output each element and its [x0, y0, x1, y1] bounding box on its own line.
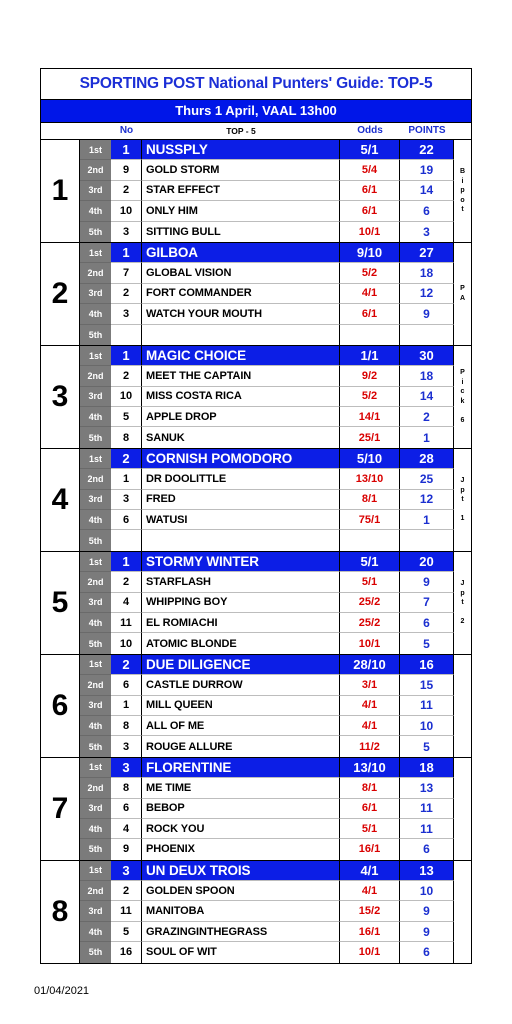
horse-points: 5 [400, 633, 454, 653]
horse-name: GILBOA [142, 243, 340, 263]
header-top5: TOP - 5 [226, 126, 256, 136]
finish-position: 5th [80, 222, 111, 242]
horse-number: 9 [111, 839, 142, 859]
horse-points: 9 [400, 304, 454, 324]
bet-type-letter: 6 [460, 416, 465, 424]
header-no: No [119, 125, 134, 136]
horse-number: 11 [111, 901, 142, 921]
finish-position: 1st [80, 346, 111, 366]
bet-type-letter: i [461, 177, 464, 185]
horse-number: 10 [111, 387, 142, 407]
horse-number: 6 [111, 510, 142, 530]
bet-type-letter: J [460, 477, 465, 485]
race-block [41, 243, 471, 346]
horse-points: 1 [400, 510, 454, 530]
horse-name: GOLD STORM [142, 160, 340, 180]
race-block [41, 861, 471, 963]
horse-points: 9 [400, 922, 454, 942]
horse-number: 4 [111, 819, 142, 839]
horse-number: 16 [111, 942, 142, 962]
horse-name: EL ROMIACHI [142, 613, 340, 633]
bet-type-letter: 2 [460, 618, 465, 626]
finish-position: 1st [80, 552, 111, 572]
finish-position: 3rd [80, 181, 111, 201]
horse-points: 3 [400, 222, 454, 242]
horse-number: 6 [111, 799, 142, 819]
bet-type-label [454, 758, 471, 860]
horse-name: MEET THE CAPTAIN [142, 366, 340, 386]
horse-number: 3 [111, 304, 142, 324]
horse-name: GOLDEN SPOON [142, 881, 340, 901]
horse-points: 11 [400, 819, 454, 839]
races-container [41, 140, 471, 963]
horse-number: 1 [111, 140, 142, 160]
bet-type-label [454, 449, 471, 551]
race-number: 1 [41, 140, 80, 242]
bet-type-label [454, 243, 471, 345]
horse-odds: 5/1 [340, 819, 400, 839]
horse-name: STAR EFFECT [142, 181, 340, 201]
horse-odds: 5/10 [340, 449, 400, 469]
race-block [41, 346, 471, 449]
horse-odds: 13/10 [340, 758, 400, 778]
horse-number: 1 [111, 696, 142, 716]
horse-odds: 1/1 [340, 346, 400, 366]
finish-position: 5th [80, 633, 111, 653]
horse-number: 8 [111, 778, 142, 798]
finish-position: 3rd [80, 901, 111, 921]
horse-name: SOUL OF WIT [142, 942, 340, 962]
horse-points: 10 [400, 716, 454, 736]
horse-odds: 75/1 [340, 510, 400, 530]
horse-odds: 11/2 [340, 736, 400, 756]
finish-position: 3rd [80, 696, 111, 716]
horse-odds: 4/1 [340, 716, 400, 736]
horse-points: 27 [400, 243, 454, 263]
horse-name: STORMY WINTER [142, 552, 340, 572]
horse-number: 9 [111, 160, 142, 180]
horse-odds: 6/1 [340, 181, 400, 201]
horse-number: 1 [111, 346, 142, 366]
finish-position: 5th [80, 427, 111, 447]
horse-number [111, 530, 142, 550]
horse-number: 2 [111, 449, 142, 469]
horse-number: 2 [111, 572, 142, 592]
horse-odds: 28/10 [340, 655, 400, 675]
horse-odds: 14/1 [340, 407, 400, 427]
horse-odds: 5/2 [340, 387, 400, 407]
horse-number: 3 [111, 222, 142, 242]
horse-points: 9 [400, 572, 454, 592]
horse-name: ROUGE ALLURE [142, 736, 340, 756]
horse-points: 2 [400, 407, 454, 427]
punters-guide-sheet [40, 68, 472, 964]
horse-odds: 5/4 [340, 160, 400, 180]
finish-position: 3rd [80, 284, 111, 304]
horse-name: PHOENIX [142, 839, 340, 859]
bet-type-letter: p [460, 486, 465, 494]
horse-odds: 3/1 [340, 675, 400, 695]
bet-type-letter: k [460, 397, 465, 405]
bet-type-letter: t [461, 206, 464, 214]
finish-position: 4th [80, 922, 111, 942]
finish-position: 2nd [80, 366, 111, 386]
horse-points: 18 [400, 366, 454, 386]
race-number: 4 [41, 449, 80, 551]
horse-odds [340, 530, 400, 550]
finish-position: 5th [80, 530, 111, 550]
column-header-row [41, 123, 471, 140]
race-block [41, 655, 471, 758]
horse-odds: 6/1 [340, 799, 400, 819]
horse-name: SITTING BULL [142, 222, 340, 242]
horse-odds: 4/1 [340, 881, 400, 901]
horse-name: WATCH YOUR MOUTH [142, 304, 340, 324]
horse-points: 13 [400, 778, 454, 798]
horse-number: 3 [111, 490, 142, 510]
horse-points: 19 [400, 160, 454, 180]
footer-date: 01/04/2021 [34, 985, 90, 997]
horse-number: 6 [111, 675, 142, 695]
horse-points: 13 [400, 861, 454, 881]
bet-type-label [454, 346, 471, 448]
horse-name [142, 530, 340, 550]
finish-position: 5th [80, 942, 111, 962]
race-number: 2 [41, 243, 80, 345]
horse-number: 10 [111, 633, 142, 653]
horse-odds: 4/1 [340, 696, 400, 716]
finish-position: 3rd [80, 387, 111, 407]
horse-name: APPLE DROP [142, 407, 340, 427]
finish-position: 1st [80, 243, 111, 263]
horse-odds: 10/1 [340, 942, 400, 962]
race-number: 7 [41, 758, 80, 860]
horse-points: 18 [400, 758, 454, 778]
horse-name: STARFLASH [142, 572, 340, 592]
horse-number: 5 [111, 407, 142, 427]
finish-position: 1st [80, 758, 111, 778]
horse-points [400, 530, 454, 550]
horse-name: MILL QUEEN [142, 696, 340, 716]
horse-odds: 16/1 [340, 922, 400, 942]
horse-name: ALL OF ME [142, 716, 340, 736]
race-block [41, 758, 471, 861]
horse-points: 1 [400, 427, 454, 447]
finish-position: 2nd [80, 675, 111, 695]
horse-number: 5 [111, 922, 142, 942]
finish-position: 4th [80, 407, 111, 427]
horse-number: 10 [111, 201, 142, 221]
horse-points: 6 [400, 201, 454, 221]
bet-type-label [454, 552, 471, 654]
horse-name: DR DOOLITTLE [142, 469, 340, 489]
horse-odds: 4/1 [340, 861, 400, 881]
bet-type-letter: t [461, 599, 464, 607]
horse-points: 6 [400, 839, 454, 859]
bet-type-letter: P [460, 285, 465, 293]
bet-type-letter: p [460, 187, 465, 195]
horse-points: 14 [400, 387, 454, 407]
bet-type-letter: P [460, 369, 465, 377]
race-block [41, 140, 471, 243]
bet-type-letter: B [459, 168, 466, 176]
meeting-subtitle: Thurs 1 April, VAAL 13h00 [41, 100, 471, 123]
header-points: POINTS [408, 125, 446, 136]
bet-type-letter: J [460, 580, 465, 588]
horse-number: 4 [111, 593, 142, 613]
horse-name: FLORENTINE [142, 758, 340, 778]
horse-number: 8 [111, 716, 142, 736]
horse-name: WHIPPING BOY [142, 593, 340, 613]
horse-name: CORNISH POMODORO [142, 449, 340, 469]
horse-points: 6 [400, 613, 454, 633]
horse-odds: 5/1 [340, 572, 400, 592]
horse-points: 16 [400, 655, 454, 675]
horse-odds: 5/1 [340, 552, 400, 572]
race-block [41, 449, 471, 552]
horse-odds: 13/10 [340, 469, 400, 489]
horse-points: 15 [400, 675, 454, 695]
horse-number: 2 [111, 881, 142, 901]
race-block [41, 552, 471, 655]
horse-name: ROCK YOU [142, 819, 340, 839]
horse-name: DUE DILIGENCE [142, 655, 340, 675]
horse-number: 1 [111, 469, 142, 489]
finish-position: 4th [80, 613, 111, 633]
horse-number [111, 325, 142, 345]
finish-position: 3rd [80, 593, 111, 613]
finish-position: 3rd [80, 799, 111, 819]
horse-name: ONLY HIM [142, 201, 340, 221]
horse-number: 8 [111, 427, 142, 447]
header-odds: Odds [357, 125, 383, 136]
horse-odds: 6/1 [340, 201, 400, 221]
bet-type-letter: A [459, 294, 466, 302]
horse-name: CASTLE DURROW [142, 675, 340, 695]
horse-number: 11 [111, 613, 142, 633]
finish-position: 2nd [80, 572, 111, 592]
horse-odds: 25/2 [340, 593, 400, 613]
horse-points: 18 [400, 263, 454, 283]
horse-name: UN DEUX TROIS [142, 861, 340, 881]
horse-points: 7 [400, 593, 454, 613]
horse-number: 1 [111, 243, 142, 263]
horse-points: 22 [400, 140, 454, 160]
horse-odds: 9/10 [340, 243, 400, 263]
horse-odds: 6/1 [340, 304, 400, 324]
finish-position: 4th [80, 304, 111, 324]
horse-name: ME TIME [142, 778, 340, 798]
horse-points: 10 [400, 881, 454, 901]
horse-name: GRAZINGINTHEGRASS [142, 922, 340, 942]
finish-position: 1st [80, 655, 111, 675]
horse-points [400, 325, 454, 345]
finish-position: 3rd [80, 490, 111, 510]
horse-odds: 8/1 [340, 490, 400, 510]
finish-position: 4th [80, 716, 111, 736]
finish-position: 5th [80, 839, 111, 859]
bet-type-label [454, 655, 471, 757]
horse-number: 2 [111, 181, 142, 201]
horse-points: 12 [400, 490, 454, 510]
horse-odds: 10/1 [340, 633, 400, 653]
finish-position: 1st [80, 861, 111, 881]
horse-name: FORT COMMANDER [142, 284, 340, 304]
horse-odds: 9/2 [340, 366, 400, 386]
horse-name [142, 325, 340, 345]
finish-position: 5th [80, 736, 111, 756]
horse-odds: 16/1 [340, 839, 400, 859]
race-number: 5 [41, 552, 80, 654]
race-number: 8 [41, 861, 80, 963]
bet-type-letter: 1 [460, 515, 465, 523]
horse-number: 3 [111, 861, 142, 881]
bet-type-letter: o [460, 196, 465, 204]
horse-points: 12 [400, 284, 454, 304]
horse-name: ATOMIC BLONDE [142, 633, 340, 653]
horse-name: NUSSPLY [142, 140, 340, 160]
horse-points: 28 [400, 449, 454, 469]
race-number: 6 [41, 655, 80, 757]
horse-number: 2 [111, 366, 142, 386]
horse-number: 2 [111, 655, 142, 675]
finish-position: 5th [80, 325, 111, 345]
bet-type-letter: c [460, 388, 465, 396]
horse-odds: 10/1 [340, 222, 400, 242]
bet-type-label [454, 861, 471, 963]
race-number: 3 [41, 346, 80, 448]
horse-number: 3 [111, 736, 142, 756]
horse-points: 6 [400, 942, 454, 962]
finish-position: 2nd [80, 263, 111, 283]
bet-type-letter: t [461, 496, 464, 504]
finish-position: 4th [80, 201, 111, 221]
horse-number: 2 [111, 284, 142, 304]
horse-points: 30 [400, 346, 454, 366]
horse-odds: 8/1 [340, 778, 400, 798]
horse-odds: 5/2 [340, 263, 400, 283]
bet-type-label [454, 140, 471, 242]
horse-name: GLOBAL VISION [142, 263, 340, 283]
horse-points: 20 [400, 552, 454, 572]
horse-points: 11 [400, 799, 454, 819]
horse-points: 11 [400, 696, 454, 716]
horse-odds: 25/1 [340, 427, 400, 447]
horse-number: 3 [111, 758, 142, 778]
finish-position: 4th [80, 819, 111, 839]
bet-type-letter: i [461, 378, 464, 386]
horse-odds: 4/1 [340, 284, 400, 304]
horse-odds: 15/2 [340, 901, 400, 921]
horse-name: MANITOBA [142, 901, 340, 921]
horse-name: SANUK [142, 427, 340, 447]
bet-type-letter: p [460, 589, 465, 597]
finish-position: 2nd [80, 778, 111, 798]
finish-position: 4th [80, 510, 111, 530]
horse-odds: 5/1 [340, 140, 400, 160]
horse-name: FRED [142, 490, 340, 510]
finish-position: 1st [80, 140, 111, 160]
horse-points: 5 [400, 736, 454, 756]
horse-name: BEBOP [142, 799, 340, 819]
horse-name: MISS COSTA RICA [142, 387, 340, 407]
finish-position: 2nd [80, 469, 111, 489]
horse-points: 9 [400, 901, 454, 921]
horse-name: WATUSI [142, 510, 340, 530]
horse-points: 14 [400, 181, 454, 201]
horse-points: 25 [400, 469, 454, 489]
horse-name: MAGIC CHOICE [142, 346, 340, 366]
sheet-title: SPORTING POST National Punters' Guide: TOP-5 [41, 69, 471, 100]
horse-number: 1 [111, 552, 142, 572]
horse-odds: 25/2 [340, 613, 400, 633]
horse-odds [340, 325, 400, 345]
finish-position: 2nd [80, 881, 111, 901]
horse-number: 7 [111, 263, 142, 283]
finish-position: 2nd [80, 160, 111, 180]
finish-position: 1st [80, 449, 111, 469]
